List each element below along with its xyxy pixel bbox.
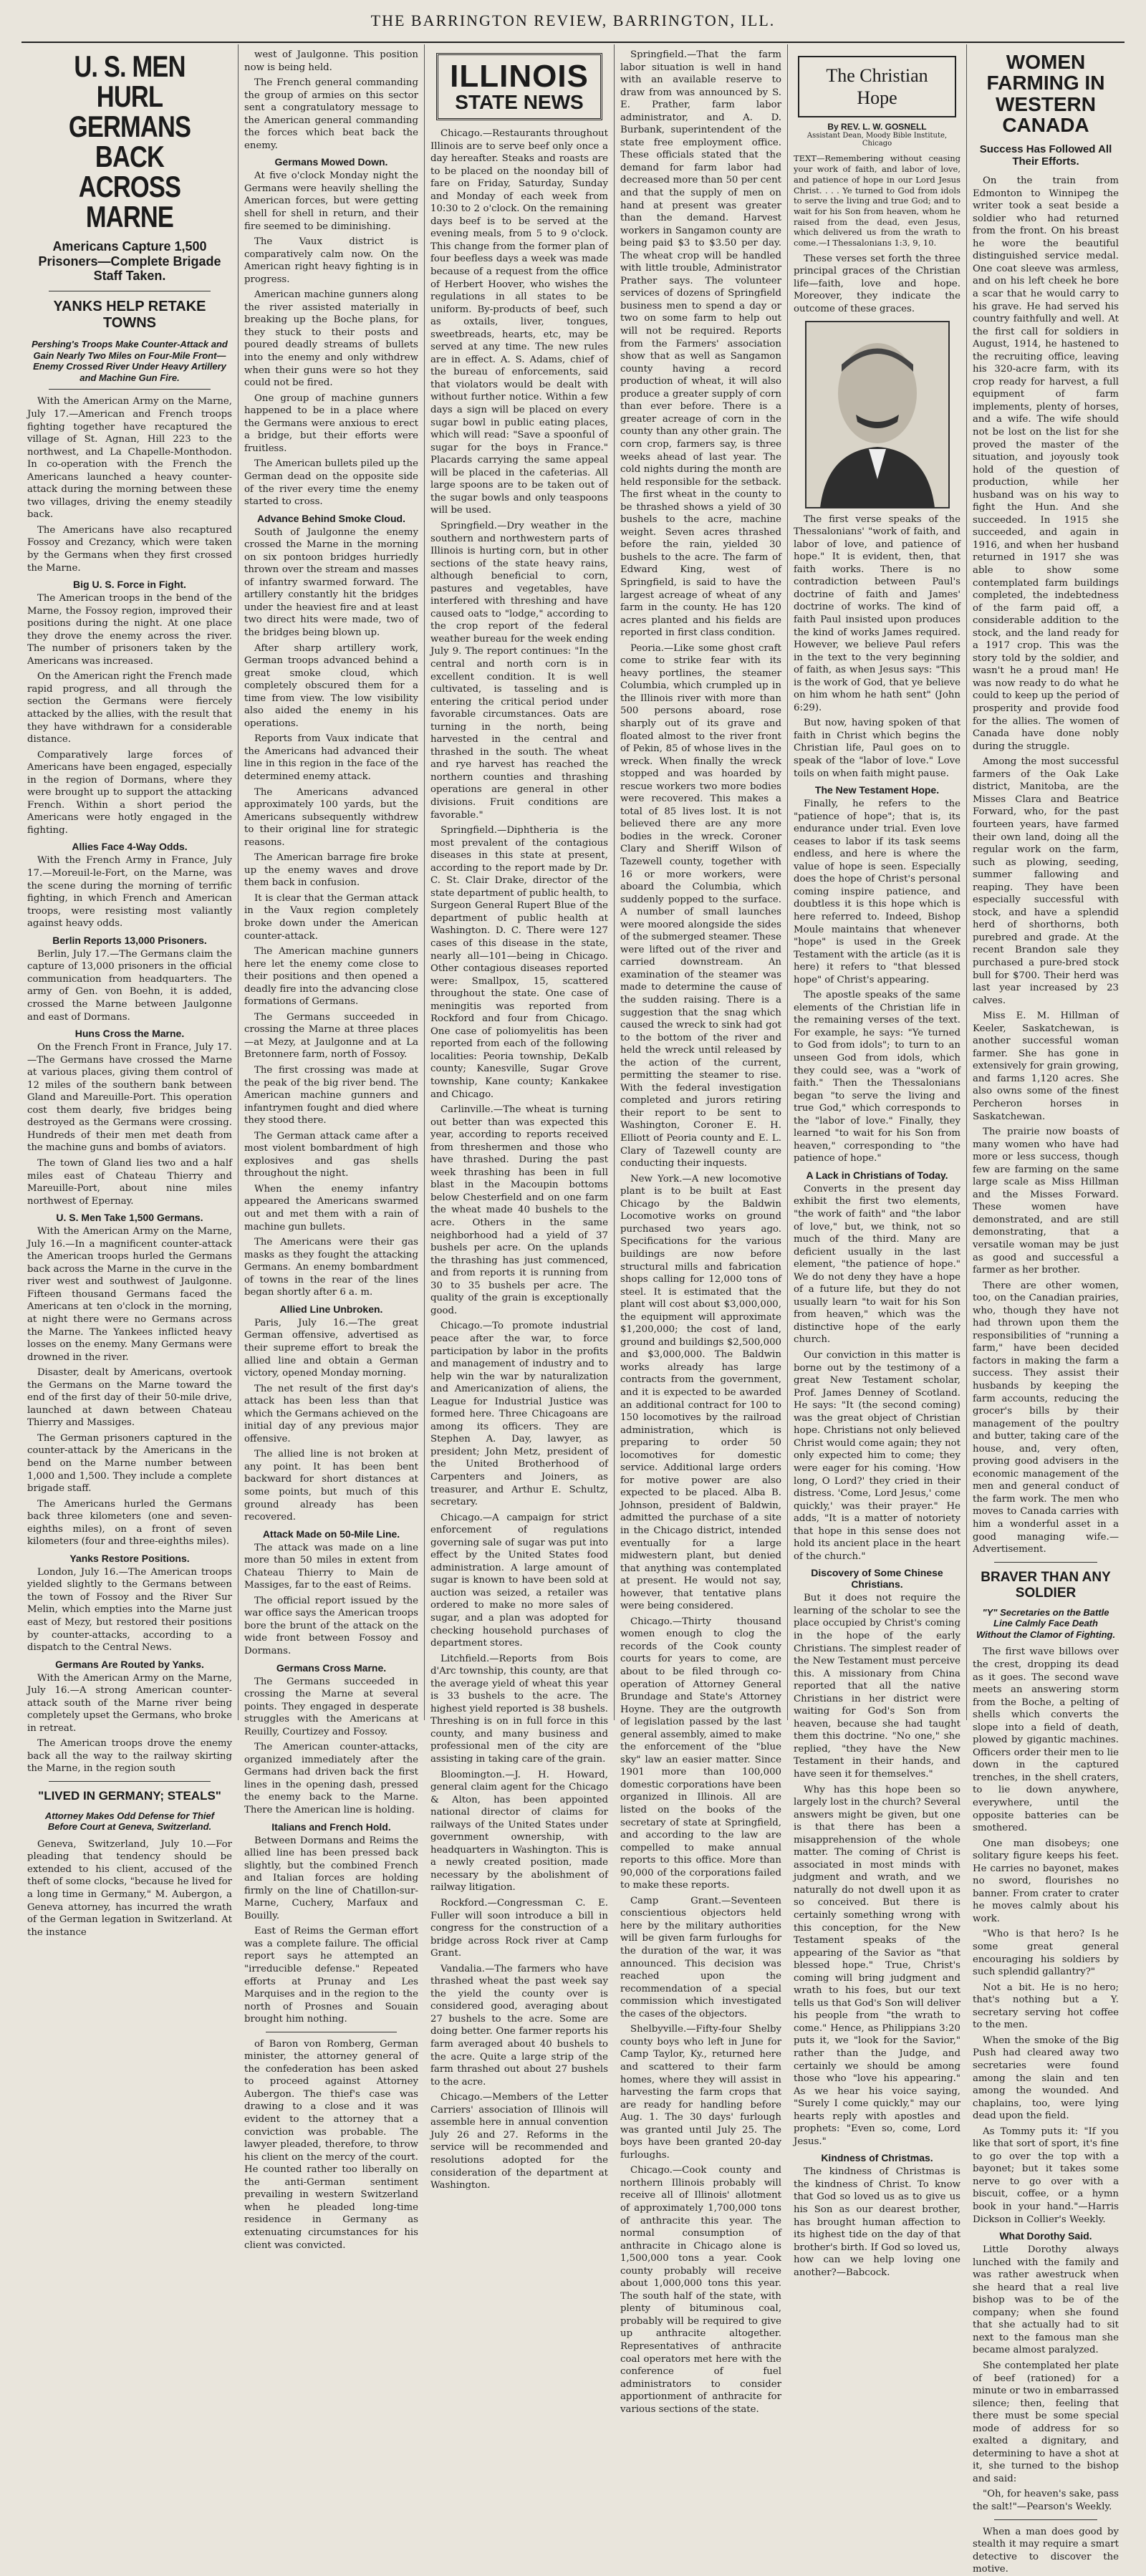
paragraph: Chicago.—Restaurants throughout Illinois are to serve beef only once a day hereafter. Steaks and roasts are to be placed on the noonday bill of fare on Friday, Saturday, Sunday and Monday of each week from 10:30 to 2 o'clock. On the remaining days beef is to be served at the evening meals, from 5 to 9 o'clock. This change from the former plan of four beefless days a week was made because of a request from the office of Herbert Hoover, who wishes the regulations in all states to be uniform. By-products of beef, such as oxtails, liver, tongues, sweetbreads, hearts, etc, may be served at any time. The new rules are in effect. A. S. Adams, chief of the bureau of enforcements, said that violators would be dealt with without further notice. Within a few days a sign will be placed on every sugar bowl in public eating places, which will read: "Save a spoonful of sugar for the boys in France." Placards carrying the same appeal will be placed in the cafeterias. All large spoons are to be taken out of the sugar bowls and only teaspoons will be used. bbox=[430, 128, 608, 516]
paragraph: "Who is that hero? Is he some great general encouraging his soldiers by such splendid gallantry?" bbox=[973, 1929, 1119, 1978]
column-4 bbox=[615, 44, 788, 2415]
paragraph: Miss E. M. Hillman of Keeler, Saskatchewan, is another successful woman farmer. She has gone in extensively for grain growing, and farms 1,120 acres. She also owns some of the finest Percheron horses in Saskatchewan. bbox=[973, 1010, 1119, 1122]
paragraph: The Vaux district is comparatively calm now. On the American right heavy fighting is in progress. bbox=[244, 236, 418, 285]
paragraph: Between Dormans and Reims the allied line has been pressed back slightly, but the combined French and Italian forces are holding firmly on the line of Chatillon-sur-Marne, Cuchery, Marfaux and Bouilly. bbox=[244, 1835, 418, 1921]
paragraph: Our conviction in this matter is borne out by the testimony of a great New Testament scholar, Prof. James Denney of Scotland. He says: "It (the second coming) was the great object of Christian hope. Christians not only believed Christ would come again; they not only expected him to come; they were eager for his coming. 'How long, O Lord?' they cried in their distress. 'Come, Lord Jesus,' come quickly,' was their prayer." He adds, "It is a matter of notoriety that hope in this sense does not hold its ancient place in the heart of the church." bbox=[794, 1350, 960, 1562]
subhead: Big U. S. Force in Fight. bbox=[73, 579, 186, 591]
subhead: Allies Face 4-Way Odds. bbox=[72, 841, 188, 853]
paragraph: The French general commanding the group of armies on this sector sent a congratulatory message to the American general commanding the forces which beat back the enemy. bbox=[244, 77, 418, 151]
paragraph: The American barrage fire broke up the enemy waves and drove them back in confusion. bbox=[244, 852, 418, 889]
paragraph: But it does not require the learning of the scholar to see the place occupied by Christ's coming in the hope of the early Christians. The simplest reader of the New Testament must perceive this. A missionary from China reported that all the native Christians in her district were waiting for God's Son from heaven, because she had taught them this doctrine. "No one," she replied, "they have the New Testament in their hands, and have seen it for themselves." bbox=[794, 1593, 960, 1780]
illinois-state-news-title bbox=[436, 53, 602, 120]
paragraph: New York.—A new locomotive plant is to be built at East Chicago by the Baldwin Locomotive works on ground purchased two years ago. Specifications for the various buildings are now before structural mills and fabrication shops calling for 12,000 tons of steel. It is estimated that the plant will cost about $3,000,000, the equipment will approximate $1,200,000; the cost of land, ground and buildings $2,500,000 and $3,000,000. The Baldwin works already has large contracts from the government, and it is expected to be awarded an additional contract for 100 to 150 locomotives by the railroad administration, which is preparing to order 50 locomotives for domestic service. Additional large orders for motive power are also expected to be placed. Alba B. Johnson, president of Baldwin, admitted the purchase of a site in the Chicago district, intended eventually for a large midwestern plant, but denied that anything was contemplated at present. He would not say, however, that tentative plans were being considered. bbox=[620, 1173, 781, 1612]
column-5 bbox=[788, 44, 967, 2278]
paragraph: With the American Army on the Marne, July 16.—A strong American counter-attack south of the Marne river being completely upset the Germans, who broke in retreat. bbox=[27, 1672, 232, 1734]
paragraph: One man disobeys; one solitary figure keeps his feet. He carries no bayonet, makes no sword, flourishes no banner. From crater to crater he moves calmly about his work. bbox=[973, 1838, 1119, 1924]
paragraph: Berlin, July 17.—The Germans claim the capture of 13,000 prisoners in the official communication from headquarters. The army of Gen. von Boehn, it is added, crossed the Marne between Jaulgonne and east of Dormans. bbox=[27, 948, 232, 1023]
subhead: Attack Made on 50-Mile Line. bbox=[262, 1528, 400, 1540]
divider bbox=[49, 1781, 211, 1782]
paragraph: Springfield.—Dry weather in the southern and northwestern parts of Illinois is hurting corn, but in other sections of the state heavy rains, although beneficial to corn, pastures and vegetables, have interfered with threshing and have caused oats to "lodge," according to the crop report of the federal weather bureau for the week ending July 9. The report continues: "In the central and north corn is in excellent condition. It is well cultivated, is tasseling and is entering the critical period under favorable circumstances. Oats are turning in the north, being harvested in the central and thrashed in the south. The wheat and rye harvest has reached the northern counties and thrashing operations are general in other divisions. Fruit conditions are favorable." bbox=[430, 520, 608, 821]
paragraph: South of Jaulgonne the enemy crossed the Marne in the morning on six pontoon bridges hurriedly thrown over the stream and masses of infantry swarmed forward. The artillery constantly hit the bridges under the heaviest fire and at least two direct hits were made, two of the bridges being blown up. bbox=[244, 526, 418, 638]
paragraph: These verses set forth the three principal graces of the Christian life—faith, love and hope. Moreover, they indicate the outcome of these graces. bbox=[794, 253, 960, 315]
paragraph: Springfield.—That the farm labor situation is well in hand with an available reserve to draw from was announced by S. E. Prather, farm labor administrator, and A. D. Burbank, superintendent of the state free employment office. These officials stated that the demand for farm labor had decreased more than 50 per cent and that the supply of men on hand at present was greater than the demand. Harvest workers in Sangamon county are being paid $3 to $3.50 per day. The wheat crop will be handled with little trouble, Administrator Prather says. The volunteer services of dozens of Springfield business men to spend a day or two on some farm to help out will not be required. Reports from the Farmers' association show that as well as Sangamon county having a record production of wheat, it will also produce a greater supply of corn than ever before. There is a greater acreage of corn in the county than any other grain. The corn crop, farmers say, is three weeks ahead of last year. The cold nights during the month are held responsible for the setback. The first wheat in the county to be thrashed shows a yield of 30 bushels to the acre, machine weight. Seven acres thrashed before the rain, yielded 30 bushels to the acre. The farm of Edward King, west of Springfield, is said to have the largest acreage of wheat of any farm in the county. He has 120 acres planted and his fields are reported in first class condition. bbox=[620, 49, 781, 639]
paragraph: When the smoke of the Big Push had cleared away two secretaries were found among the slain and ten among the wounded. And chaplains, too, were lying dead upon the field. bbox=[973, 2035, 1119, 2122]
paragraph: The Americans were their gas masks as they fought the attacking Germans. An enemy bombardment of towns in the rear of the lines began shortly after 6 a. m. bbox=[244, 1237, 418, 1298]
paragraph: With the American Army on the Marne, July 16.—In a magnificent counter-attack the American troops hurled the Germans back across the Marne in the curve in the river west and southwest of Jaulgonne. Fifteen thousand Germans faced the Americans at ten o'clock in the morning, at night there were no Germans across the Marne. The Yankees inflicted heavy losses on the enemy. Many Germans were drowned in the river. bbox=[27, 1226, 232, 1363]
paragraph: The Germans succeeded in crossing the Marne at several points. They engaged in desperate struggles with the Americans at Reuilly, Courtizey and Fossoy. bbox=[244, 1676, 418, 1737]
paragraph: London, July 16.—The American troops yielded slightly to the Germans between the town of Fossoy and the River Sur Melin, which empties into the Marne just east of Mezy, but restored their positions by counter-attacks, according to a dispatch to the Central News. bbox=[27, 1566, 232, 1654]
title-state-news: STATE NEWS bbox=[455, 91, 584, 113]
deck-pershing: Pershing's Troops Make Counter-Attack and Gain Nearly Two Miles on Four-Mile Front—Enemy Crossed River Under Heavy Artillery and Machine Gun Fire. bbox=[32, 339, 228, 383]
masthead: THE BARRINGTON REVIEW, BARRINGTON, ILL. bbox=[21, 0, 1125, 43]
paragraph: Rockford.—Congressman C. E. Fuller will soon introduce a bill in congress for the construction of a bridge across Rock river at Camp Grant. bbox=[430, 1898, 608, 1959]
paragraph: Disaster, dealt by Americans, overtook the Germans on the Marne toward the end of the first day of their 50-mile drive, launched at dawn between Chateau Thierry and Massiges. bbox=[27, 1367, 232, 1429]
paragraph: Reports from Vaux indicate that the Americans had advanced their line in this region in the face of the determined enemy attack. bbox=[244, 733, 418, 782]
paragraph: west of Jaulgonne. This position now is being held. bbox=[244, 49, 418, 73]
divider bbox=[994, 2519, 1097, 2520]
paragraph: The German prisoners captured in the counter-attack by the Americans in the bend on the Marne number between 1,000 and 1,500. They include a complete brigade staff. bbox=[27, 1432, 232, 1495]
paragraph: When the enemy infantry appeared the Americans swarmed out and met them with a rain of machine gun bullets. bbox=[244, 1183, 418, 1232]
paragraph: Camp Grant.—Seventeen conscientious objectors held here by the military authorities will be given farm furloughs for the duration of the war, it was announced. This decision was reached upon the recommendation of a special commission which investigated the cases of the objectors. bbox=[620, 1895, 781, 2020]
paragraph: On the American right the French made rapid progress, and all through the section the Germans were fiercely attacked by the allies, with the result that they have withdrawn for a considerable distance. bbox=[27, 671, 232, 746]
headline-yanks: YANKS HELP RETAKE TOWNS bbox=[53, 299, 206, 332]
paragraph: The American bullets piled up the German dead on the opposite side of the river every time the enemy started to cross. bbox=[244, 458, 418, 508]
headline-germany: "LIVED IN GERMANY; STEALS" bbox=[38, 1789, 221, 1803]
column-6 bbox=[967, 44, 1125, 2575]
paragraph: Geneva, Switzerland, July 10.—For pleading that tendency should be extended to his client, accused of the theft of some clocks, "because he lived for a long time in Germany," M. Aubergon, a Geneva attorney, has incurred the wrath of the German legation in Switzerland. At the instance bbox=[27, 1838, 232, 1938]
paragraph: The allied line is not broken at any point. It has been bent backward for short distances at some points, but much of this ground already has been recovered. bbox=[244, 1449, 418, 1523]
subhead: Advance Behind Smoke Cloud. bbox=[257, 512, 405, 524]
paragraph: The Americans advanced approximately 100 yards, but the Americans subsequently withdrew to their original line for strategic reasons. bbox=[244, 786, 418, 848]
paragraph: Chicago.—Cook county and northern Illinois probably will receive all of Illinois' allotment of approximately 1,700,000 tons of anthracite this year. The normal consumption of anthracite in Chicago alone is 1,500,000 tons a year. Cook county probably will receive about 1,000,000 tons this year. The south half of the state, with plenty of bituminous coal, probably will be required to give up anthracite altogether. Representatives of anthracite coal operators met here with the conference of fuel administrators to consider apportionment of anthracite for various sections of the state. bbox=[620, 2165, 781, 2415]
paragraph: The Americans have also recaptured Fossoy and Crezancy, which were taken by the Germans when they first crossed the Marne. bbox=[27, 524, 232, 574]
paragraph: With the French Army in France, July 17.—Moreuil-le-Fort, on the Marne, was the scene during the morning of terrific fighting, in which French and American troops, were resisting most valiantly against heavy odds. bbox=[27, 855, 232, 930]
paragraph: With the American Army on the Marne, July 17.—American and French troops fighting together have recaptured the village of St. Agnan, Hill 223 to the northwest, and La Chapelle-Monthodon. In co-operation with the French the Americans launched a heavy counter-attack during the morning between these two villages, driving the enemy steadily back. bbox=[27, 396, 232, 521]
paragraph: Chicago.—Thirty thousand women enough to clog the records of the Cook county courts for years to come, are about to be filed through co-operation of Attorney General Brundage and State's Attorney Hoyne. They are the outgrowth of legislation passed by the last general assembly, aimed to make the enforcement of the "blue sky" law an easier matter. Since 1901 more than 100,000 domestic corporations have been organized in Illinois. All are listed on the books of the secretary of state at Springfield, and according to the law are compelled to make annual reports to this office. More than 90,000 of the corporations failed to make these reports. bbox=[620, 1616, 781, 1891]
title-illinois: ILLINOIS bbox=[450, 59, 589, 94]
subhead: Huns Cross the Marne. bbox=[74, 1028, 185, 1040]
christian-hope-title bbox=[798, 56, 956, 117]
subhead: Germans Mowed Down. bbox=[274, 156, 388, 168]
paragraph: The first verse speaks of the Thessalonians' "work of faith, and labor of love, and patience of hope." It is evident, then, that faith works. There is no contradiction between Paul's doctrine of faith and James' doctrine of works. The kind of faith Paul insisted upon produces the kind of works James required. However, we believe Paul refers in the text to the very beginning of faith, as when Jesus says: "This is the work of God, that ye believe on him whom he hath sent" (John 6:29). bbox=[794, 513, 960, 713]
subhead: A Lack in Christians of Today. bbox=[806, 1169, 948, 1181]
paragraph: Little Dorothy always lunched with the family and was rather awestruck when she heard that a real live bishop was to be of the company; when she found that she actually had to sit next to the famous man she became almost paralyzed. bbox=[973, 2244, 1119, 2356]
paragraph: Vandalia.—The farmers who have thrashed wheat the past week say the yield the county over is considered good, averaging about 27 bushels to the acre. Some are doing better. One farmer reports his farm averaged about 40 bushels to the acre. Quite a large strip of the farm thrashed out about 27 bushels to the acre. bbox=[430, 1963, 608, 2088]
divider bbox=[994, 1562, 1097, 1563]
paragraph: Chicago.—Members of the Letter Carriers' association of Illinois will assemble here in annual convention July 26 and 27. Reforms in the service will be recommended and resolutions adopted for the consideration of the department at Washington. bbox=[430, 2092, 608, 2191]
subhead: Allied Line Unbroken. bbox=[279, 1303, 383, 1315]
paragraph: On the train from Edmonton to Winnipeg the writer took a seat beside a soldier who had returned from the front. On his breast he wore the beautiful distinguished service medal. One coat sleeve was armless, and on his left cheek he bore a scar that he would carry to his grave. He had served his country faithfully and well. At the first call for soldiers in August, 1914, he hastened to the recruiting office, leaving his 320-acre farm, with its crop ready for harvest, a full equipment of farm implements, plenty of horses, and a wife. The wife should not be lost on the list for she proved the master of the situation, and joyously took hold of the question of production, while her husband was on his way to fight the Hun. And she succeeded. In 1915 she succeeded, and again in 1916, and when her husband returned in 1917 she was able to show some contemplated farm buildings completed, the indebtedness of the farm paid off, a considerable addition to the stock, and the land ready for a 1917 crop. This was the story told by the soldier, and wasn't he a proud man! He was now ready to do what he could to keep up the period of prosperity and provide food for the allies. The women of Canada have done nobly during the struggle. bbox=[973, 175, 1119, 752]
subhead: U. S. Men Take 1,500 Germans. bbox=[56, 1212, 203, 1224]
title-hope: Hope bbox=[857, 87, 897, 109]
paragraph: The American machine gunners here let the enemy come close to their positions and then opened a deadly fire into the advancing close formations of Germans. bbox=[244, 946, 418, 1008]
paragraph: Litchfield.—Reports from Bois d'Arc township, this county, are that the average yield of wheat this year is 33 bushels to the acre. The highest yield reported is 38 bushels. Threshing is on in full force in this county, and many business and professional men of the city are assisting in taking care of the grain. bbox=[430, 1653, 608, 1765]
paragraph: The attack was made on a line more than 50 miles in extent from Chateau Thierry to Main de Massiges, far to the east of Reims. bbox=[244, 1542, 418, 1591]
paragraph: American machine gunners along the river assisted materially in breaking up the Boche plans, for they stuck to their posts and poured deadly streams of bullets into the enemy and only withdrew when their guns were so hot they could not be fired. bbox=[244, 289, 418, 389]
scripture-text: TEXT—Remembering without ceasing your work of faith, and labor of love, and patience of hope in our Lord Jesus Christ. . . . Ye turned to God from idols to serve the living and true God; and to wait for his Son from heaven, whom he raised from the dead, even Jesus, which delivered us from the wrath to come.—I Thessalonians 1:3, 9, 10. bbox=[794, 153, 960, 249]
paragraph: The first crossing was made at the peak of the big river bend. The American machine gunners and infantrymen fought and died where they stood there. bbox=[244, 1065, 418, 1127]
divider bbox=[49, 389, 211, 390]
paragraph: The American troops drove the enemy back all the way to the railway skirting the Marne, in the region south bbox=[27, 1738, 232, 1775]
paragraph: Why has this hope been so largely lost in the church? Several answers might be given, but one is that there has been a misapprehension of the whole matter. The coming of Christ is associated in most minds with judgment and wrath, and we naturally do not dwell upon it as so conceived. But there is certainly something wrong with this conception, for the New Testament speaks of the appearing of the Savior as "that blessed hope." True, Christ's coming will bring judgment and wrath to his foes, but our text tells us that God's Son will deliver his people from "the wrath to come." Hence, as Philippians 3:20 puts it, we "look for the Savior," rather than the Judge, and certainly we should be among those who "love his appearing." As we hear his voice saying, "Surely I come quickly," may our hearts reply with apostles and prophets: "Even so, come, Lord Jesus." bbox=[794, 1784, 960, 2147]
paragraph: Springfield.—Diphtheria is the most prevalent of the contagious diseases in this state at present, according to the report made by Dr. C. St. Clair Drake, director of the state department of public health, to Surgeon General Rupert Blue of the department of public health at Washington. D. C. There were 127 cases of this disease in the state, nearly all—101—being in Chicago. Other contagious diseases reported were: Smallpox, 15, scattered throughout the state. One case of meningitis was reported from Rockford and four from Chicago. One case of poliomyelitis has been reported from each of the following localities: Peoria township, DeKalb county; Kanesville, Sugar Grove township, Kane county; Kankakee and Chicago. bbox=[430, 825, 608, 1100]
paragraph: Chicago.—To promote industrial peace after the war, to force participation by labor in the profits and management of industry and to help win the war by naturalization and Americanization of aliens, the League for Industrial Justice was formed here. Three Chicagoans are among its officers. They are Stephen A. Day, lawyer, as president; John Metz, president of the United Brotherhood of Carpenters and Joiners, as treasurer, and Arthur E. Schultz, secretary. bbox=[430, 1321, 608, 1508]
paragraph: As Tommy puts it: "If you like that sort of sport, it's fine to go over the top with a bayonet; but it takes some nerve to go over with a biscuit, coffee, or a hymn book in your hand."—Harris Dickson in Collier's Weekly. bbox=[973, 2126, 1119, 2225]
paragraph: The Germans succeeded in crossing the Marne at three places—at Mezy, at Jaulgonne and at La Bretonnere farm, north of Fossoy. bbox=[244, 1011, 418, 1061]
paragraph: One group of machine gunners happened to be in a place where the Germans were anxious to erect a bridge, but their efforts were fruitless. bbox=[244, 392, 418, 454]
paragraph: On the French Front in France, July 17.—The Germans have crossed the Marne at various places, giving them control of 12 miles of the southern bank between Gland and Mareuille-Port. This operation cost them dearly, five bridges being destroyed as the Germans were crossing. Hundreds of their men met death from the machine guns and bombs of aviators. bbox=[27, 1042, 232, 1154]
paragraph: There are other women, too, on the Canadian prairies, who, though they have not had thrown upon them the responsibilities of "running a farm," have been decided factors in making the farm a success. They assist their husbands by keeping the farm accounts, reducing the grocer's bills by their management of the poultry and butter, taking care of the house, and, very often, proving good advisers in the economic management of the men and general conduct of the farm work. The men who moves to Canada carries with him a wonderful asset in a good managing wife.—Advertisement. bbox=[973, 1280, 1119, 1555]
subhead: Italians and French Hold. bbox=[271, 1820, 391, 1833]
headline-marne: U. S. MEN HURL GERMANS BACK ACROSS MARNE bbox=[68, 49, 191, 233]
headline-braver: BRAVER THAN ANY SOLDIER bbox=[981, 1569, 1111, 1601]
deck-geneva: Attorney Makes Odd Defense for Thief Before Court at Geneva, Switzerland. bbox=[44, 1810, 215, 1833]
columns bbox=[21, 44, 1125, 2575]
paragraph: The prairie now boasts of many women who have had more or less success, though few are farming on the same large scale as Miss Hillman and the Misses Forward. These women have demonstrated, and are still demonstrating, that a versatile woman may be just as good and successful a farmer as her brother. bbox=[973, 1127, 1119, 1276]
paragraph: Chicago.—A campaign for strict enforcement of regulations governing sale of sugar was put into effect by the United States food administration. A large amount of sugar is known to have been sold at auction was seized, a retailer was ordered to make no more sales of sugar, and a plan was adopted for checking household purchases of department stores. bbox=[430, 1512, 608, 1649]
paragraph: The Americans hurled the Germans back three kilometers (one and seven-eighths miles), on a front of seven kilometers (four and three-eighths miles). bbox=[27, 1498, 232, 1548]
paragraph: The first wave billows over the crest, dropping its dead as it goes. The second wave meets an answering storm from the Boche, a pelting of shells which converts the slope into a field of death, plowed by gigantic machines. Officers order their men to lie down in the captured trenches, in the shell craters, to lie down anywhere, everywhere, until the opposite batteries can be smothered. bbox=[973, 1646, 1119, 1834]
paragraph: The kindness of Christmas is the kindness of Christ. To know that God so loved us as to give us his Son as our dearest brother, has brought human affection to its highest tide on the day of that brother's birth. If God so loved us, how can we help loving one another?—Babcock. bbox=[794, 2166, 960, 2278]
paragraph: East of Reims the German effort was a complete failure. The official report says he attempted an "irreducible defense." Repeated efforts at Prunay and Les Marquises and in the region to the north of Prosnes and Souain brought him nothing. bbox=[244, 1926, 418, 2025]
paragraph: Comparatively large forces of Americans have been engaged, especially in the region of Dormans, where they were brought up to support the attacking French. Within a short period the Americans were hotly engaged in the fighting. bbox=[27, 749, 232, 836]
paragraph: But now, having spoken of that faith in Christ which begins the Christian life, Paul goes on to speak of the "labor of love." Love toils on when faith might pause. bbox=[794, 718, 960, 779]
paragraph: The town of Gland lies two and a half miles east of Chateau Thierry and Mareuille-Port, about nine miles northwest of Epernay. bbox=[27, 1157, 232, 1207]
byline-affiliation: Assistant Dean, Moody Bible Institute, Chicago bbox=[806, 132, 948, 148]
paragraph: At five o'clock Monday night the Germans were heavily shelling the American forces, but were getting shell for shell in return, and their fire seemed to be diminishing. bbox=[244, 170, 418, 232]
deck-prisoners: Americans Capture 1,500 Prisoners—Complete Brigade Staff Taken. bbox=[38, 239, 221, 284]
paragraph: "Oh, for heaven's sake, pass the salt!"—Pearson's Weekly. bbox=[973, 2489, 1119, 2512]
subhead: Berlin Reports 13,000 Prisoners. bbox=[52, 934, 207, 946]
paragraph: When a man does good by stealth it may require a smart detective to discover the motive. bbox=[973, 2526, 1119, 2575]
paragraph: Shelbyville.—Fifty-four Shelby county boys who left in June for Camp Taylor, Ky., returned here and scattered to their farm homes, where they will assist in harvesting the farm crops that are ready for handling before Aug. 1. The 30 days' furlough was granted until July 25. The boys have been granted 20-day furloughs. bbox=[620, 2024, 781, 2161]
subhead: Germans Cross Marne. bbox=[276, 1661, 387, 1674]
subhead: Discovery of Some Chinese Christians. bbox=[811, 1567, 943, 1591]
paragraph: Finally, he refers to the "patience of hope"; that is, its endurance under trial. Even love ceases to labor if its task seems endless, and here is where the value of hope is seen. Especially does the hope of Christ's personal coming inspire patience, and doubtless it is this hope which is here referred to. Indeed, Bishop Moule maintains that whenever "hope" is used in the Greek Testament with the article (as it is here) it refers to "that blessed hope" of Christ's appearing. bbox=[794, 799, 960, 985]
paragraph: After sharp artillery work, German troops advanced behind a great smoke cloud, which completely obscured them for a time from view. The low visibility also aided the enemy in his operations. bbox=[244, 642, 418, 729]
subhead: Kindness of Christmas. bbox=[821, 2152, 933, 2164]
paragraph: Peoria.—Like some ghost craft come to strike fear with its heavy portlines, the steamer Columbia, which crumpled up in the Illinois river with more than 500 persons aboard, rose sharply out of its grave and floated almost to the river front of Pekin, 85 of whose lives in the wreck. When finally the wreck stopped and was hoarded by rescue workers two more bodies were recovered. This makes a total of 85 lives lost. It is not believed there are any more bodies in the wreck. Coroner Clary and Sheriff Wilson of Tazewell county, together with 16 or more workers, were aboard the Columbia, which suddenly popped to the surface. A number of small launches were moored alongside the sides of the submerged steamer. These were lifted out of the river and carried downstream. An examination of the steamer was made to determine the cause of the sudden raising. There is a suggestion that the snag which caused the wreck to sink had got to the bottom of the river and held the wreck until released by the action of the current, permitting the steamer to rise. With the federal investigation completed and jurors retiring their report to be sent to Washington, Coroner E. H. Elliott of Peoria county and E. L. Clary of Tazewell county are conducting their inquests. bbox=[620, 642, 781, 1169]
paragraph: She contemplated her plate of beef (rationed) for a minute or two in embarrassed silence; then, feeling that there must be some special mode of address for so exalted a dignitary, and determining to have a shot at it, she turned to the bishop and said: bbox=[973, 2360, 1119, 2484]
portrait-icon bbox=[806, 322, 949, 508]
byline: By REV. L. W. GOSNELL bbox=[827, 122, 927, 132]
subhead: Yanks Restore Positions. bbox=[69, 1552, 190, 1564]
subhead: What Dorothy Said. bbox=[999, 2230, 1092, 2242]
paragraph: The American counter-attacks, organized immediately after the Germans had driven back the first lines in the opening dash, pressed the enemy back to the Marne. There the American line is holding. bbox=[244, 1742, 418, 1815]
paragraph: The German attack came after a most violent bombardment of high explosives and gas shells throughout the night. bbox=[244, 1130, 418, 1180]
paragraph: The official report issued by the war office says the American troops bore the brunt of the attack on the wide front between Fossoy and Dormans. bbox=[244, 1595, 418, 1656]
subhead: Germans Are Routed by Yanks. bbox=[55, 1658, 204, 1670]
subhead: The New Testament Hope. bbox=[814, 784, 940, 796]
deck-success: Success Has Followed All Their Efforts. bbox=[979, 143, 1112, 168]
paragraph: Among the most successful farmers of the Oak Lake district, Manitoba, are the Misses Clara and Beatrice Forward, who, for the past fourteen years, have farmed their own land, doing all the regular work on the farm, such as plowing, seeding, summer fallowing and reaping. They have been especially successful with stock, and have a splendid herd of shorthorns, both purebred and grade. At the recent Brandon sale they purchased a pure-bred stock bull for $700. Their herd was last year increased by 23 calves. bbox=[973, 756, 1119, 1006]
paragraph: It is clear that the German attack in the Vaux region completely broke down under the American counter-attack. bbox=[244, 892, 418, 942]
paragraph: Paris, July 16.—The great German offensive, advertised as their supreme effort to break the allied line and obtain a German victory, opened Monday morning. bbox=[244, 1317, 418, 1379]
column-1 bbox=[21, 44, 239, 1938]
paragraph: Converts in the present day exhibit the first two elements, "the work of faith" and "the labor of love," but, we think, not so much of the third. Many are deficient usually in the last element, "the patience of hope." We do not deny they have a hope of a future life, but they do not usually learn "to wait for his Son from heaven," which was the distinctive hope of the early church. bbox=[794, 1183, 960, 1346]
title-christian: The Christian bbox=[826, 65, 928, 86]
paragraph: The net result of the first day's attack has been less than that which the Germans achieved on the initial day of any previous major offensive. bbox=[244, 1383, 418, 1444]
column-3 bbox=[425, 44, 615, 2191]
paragraph: of Baron von Romberg, German minister, the attorney general of the confederation has been asked to proceed against Attorney Aubergon. The thief's case was drawing to a close and it was evident to the attorney that a conviction was probable. The lawyer pleaded, therefore, to throw his client on the mercy of the court. He counted rather too liberally on the anti-German sentiment prevailing in western Switzerland when he pleaded long-time residence in Germany as extenuating circumstances for his client was convicted. bbox=[244, 2038, 418, 2251]
paragraph: The apostle speaks of the same elements of the Christian life in the remaining verses of the text. For example, he says: "Ye turned to God from idols"; to turn to an unseen God from idols, which they could see, was a "work of faith." Then the Thessalonians began "to serve the living and true God," which corresponds to the "labor of love." Finally, they learned "to wait for his Son from heaven," corresponding to "the patience of hope." bbox=[794, 990, 960, 1164]
paragraph: Not a bit. He is no hero; that's nothing but a Y. secretary serving hot coffee to the men. bbox=[973, 1982, 1119, 2031]
paragraph: The American troops in the bend of the Marne, the Fossoy region, improved their positions during the night. At one place they drove the enemy across the river. The number of prisoners taken by the Americans was increased. bbox=[27, 593, 232, 667]
deck-y-secretaries: "Y" Secretaries on the Battle Line Calmly Face Death Without the Clamor of Fighting. bbox=[976, 1606, 1116, 1640]
paragraph: Carlinville.—The wheat is turning out better than was expected this year, according to reports received from threshermen and those who have thrashed. During the past week thrashing has been in full blast in the Macoupin bottoms below Chesterfield and on one farm the wheat made 40 bushels to the acre. Others in the same neighborhood had a yield of 37 bushels per acre. On the uplands the thrashing has just commenced, and from reports it is running from 30 to 35 bushels per acre. The quality of the grain is exceptionally good. bbox=[430, 1104, 608, 1316]
column-2 bbox=[239, 44, 425, 2251]
paragraph: Bloomington.—J. H. Howard, general claim agent for the Chicago & Alton, has been appointed national director of claims for railways of the United States under government ownership, with headquarters in Washington. This is a newly created position, made necessary by the abolishment of railway litigation. bbox=[430, 1769, 608, 1894]
headline-women-farming: WOMEN FARMING IN WESTERN CANADA bbox=[986, 51, 1105, 137]
